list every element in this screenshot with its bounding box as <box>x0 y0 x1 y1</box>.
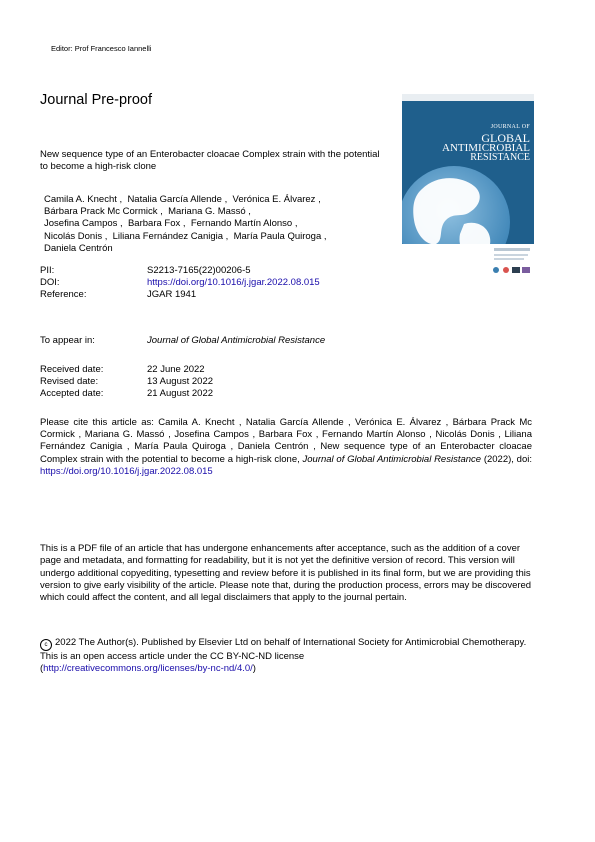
reference-label: Reference: <box>40 289 87 301</box>
license-url-close: ) <box>252 663 256 675</box>
author: Mariana G. Massó , <box>168 206 251 218</box>
author: Camila A. Knecht , <box>44 194 123 205</box>
copyright-icon: c <box>40 639 52 651</box>
copyright-line <box>40 637 534 651</box>
revised-label: Revised date: <box>40 376 99 388</box>
pdf-note-paragraph: This is a PDF file of an article that has undergone enhancements after acceptance, such as the addition of a cover page and metadata, and formatting for readability, but it is not yet the definitive version of record. This version will undergo additional copyediting, typesetting and review before it is published in its final form, but we are providing this version to give early visibility of the article. Please note that, during the production process, errors may be discovered which could affect the content, and all legal disclaimers that apply to the journal pertain. <box>40 543 532 604</box>
doi-link[interactable]: https://doi.org/10.1016/j.jgar.2022.08.015 <box>147 277 320 289</box>
license-block <box>40 637 534 676</box>
received-value: 22 June 2022 <box>147 364 205 375</box>
license-url-line <box>40 663 534 675</box>
author: Natalia García Allende , <box>127 194 228 205</box>
author: Liliana Fernández Canigia , <box>112 230 229 242</box>
author: Bárbara Prack Mc Cormick , <box>44 206 163 218</box>
cover-title-line: ANTIMICROBIAL <box>442 142 530 154</box>
journal-preproof-heading: Journal Pre-proof <box>40 92 153 108</box>
doi-row <box>40 277 320 289</box>
doi-label: DOI: <box>40 277 60 289</box>
pii-row <box>40 265 320 277</box>
author: Verónica E. Álvarez , <box>232 194 321 205</box>
cover-logo-band <box>402 244 534 277</box>
received-label: Received date: <box>40 364 104 375</box>
citation-doi-link[interactable]: https://doi.org/10.1016/j.jgar.2022.08.015 <box>40 465 213 477</box>
author: Josefina Campos , <box>44 218 123 230</box>
cover-title-line: RESISTANCE <box>470 152 530 163</box>
received-row <box>40 364 213 376</box>
author: María Paula Quiroga , <box>233 230 327 242</box>
accepted-label: Accepted date: <box>40 388 104 400</box>
accepted-row <box>40 388 213 400</box>
cover-logos <box>402 244 534 277</box>
author: Barbara Fox , <box>127 218 186 230</box>
open-access-line: This is an open access article under the CC BY-NC-ND license <box>40 651 305 662</box>
license-url-open: ( <box>40 663 44 675</box>
revised-row <box>40 376 213 388</box>
copyright-text: 2022 The Author(s). Published by Elsevier Ltd on behalf of International Society for Antimicrobial Chemotherapy. <box>55 637 527 648</box>
appear-in-row <box>40 335 325 346</box>
author: Fernando Martín Alonso , <box>190 218 298 230</box>
author: Nicolás Donis , <box>44 230 108 242</box>
author-list <box>44 194 394 255</box>
cover-title-line: JOURNAL OF <box>490 124 530 130</box>
citation-journal: Journal of Global Antimicrobial Resistance <box>302 453 482 465</box>
revised-value: 13 August 2022 <box>147 376 214 388</box>
article-identifiers <box>40 265 320 302</box>
journal-cover-image <box>402 94 534 277</box>
appear-in-label: To appear in: <box>40 335 95 346</box>
cover-title-line: GLOBAL <box>481 131 530 145</box>
license-url-link[interactable]: http://creativecommons.org/licenses/by-nc-nd/4.0/ <box>43 663 253 675</box>
citation-paragraph <box>40 417 532 478</box>
article-title: New sequence type of an Enterobacter cloacae Complex strain with the potential to become a high-risk clone <box>40 149 380 172</box>
reference-value: JGAR 1941 <box>147 289 197 301</box>
pii-value: S2213-7165(22)00206-5 <box>147 265 251 276</box>
editor-line: Editor: Prof Francesco Iannelli <box>51 44 152 53</box>
reference-row <box>40 289 320 301</box>
author: Daniela Centrón <box>44 242 113 254</box>
pii-label: PII: <box>40 265 55 276</box>
citation-text: Please cite this article as: Camila A. Knecht , Natalia García Allende , Verónica E. Álvarez , Bárbara Prack Mc Cormick , Mariana G. Massó , Josefina Campos , Barbara Fox , Fernando Martín Alonso , Nicolás Donis , Liliana Fernández Canigia , María Paula Quiroga , Daniela Centrón , New sequence type of an Enterobacter cloacae Complex strain with the potential to become a high-risk clone, <box>40 417 532 465</box>
article-dates <box>40 364 213 401</box>
appear-in-journal: Journal of Global Antimicrobial Resistance <box>147 335 326 346</box>
citation-suffix: (2022), doi: <box>481 453 532 465</box>
accepted-value: 21 August 2022 <box>147 388 214 400</box>
